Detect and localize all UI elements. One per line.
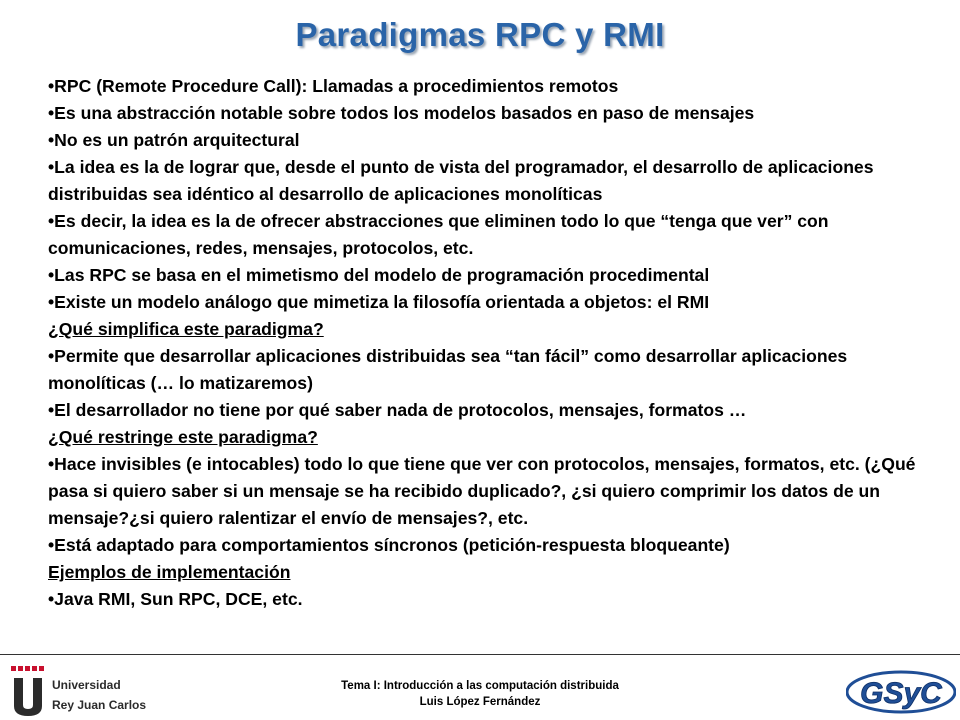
bullet-desarrollador: •El desarrollador no tiene por qué saber nada de protocolos, mensajes, formatos … [48, 400, 747, 420]
bullet-ejemplos: •Java RMI, Sun RPC, DCE, etc. [48, 589, 303, 609]
bullet-rpc-definition: •RPC (Remote Procedure Call): Llamadas a procedimientos remotos [48, 76, 619, 96]
bullet-rmi: •Existe un modelo análogo que mimetiza la filosofía orientada a objetos: el RMI [48, 292, 710, 312]
bullet-sincronos: •Está adaptado para comportamientos síncronos (petición-respuesta bloqueante) [48, 535, 730, 555]
footer [0, 678, 960, 710]
gsyc-logo-text: GSyC [860, 677, 942, 710]
heading-restringe: ¿Qué restringe este paradigma? [48, 427, 318, 447]
university-name-line2: Rey Juan Carlos [52, 698, 147, 712]
slide-title: Paradigmas RPC y RMI [295, 16, 665, 53]
gsyc-logo [846, 670, 956, 714]
heading-simplifica: ¿Qué simplifica este paradigma? [48, 319, 324, 339]
bullet-invisibles: •Hace invisibles (e intocables) todo lo que tiene que ver con protocolos, mensajes, formatos, etc. (¿Qué pasa si quiero saber si un mensaje se ha recibido duplicado?, ¿si quiero comprimir los datos de un mensaje?¿si quiero ralentizar el envío de mensajes?, etc. [48, 454, 916, 528]
bullet-not-pattern: •No es un patrón arquitectural [48, 130, 300, 150]
footer-divider [0, 654, 960, 655]
bullet-abstraction: •Es una abstracción notable sobre todos los modelos basados en paso de mensajes [48, 103, 755, 123]
bullet-facil: •Permite que desarrollar aplicaciones distribuidas sea “tan fácil” como desarrollar aplicaciones monolíticas (… lo matizaremos) [48, 346, 848, 393]
heading-ejemplos: Ejemplos de implementación [48, 562, 291, 582]
footer-author: Luis López Fernández [419, 696, 541, 708]
bullet-es-decir: •Es decir, la idea es la de ofrecer abstracciones que eliminen todo lo que “tenga que ver” con comunicaciones, redes, mensajes, protocolos, etc. [48, 211, 829, 258]
bullet-idea: •La idea es la de lograr que, desde el punto de vista del programador, el desarrollo de aplicaciones distribuidas sea idéntico al desarrollo de aplicaciones monolíticas [48, 157, 874, 204]
bullet-mimetismo: •Las RPC se basa en el mimetismo del modelo de programación procedimental [48, 265, 710, 285]
footer-topic: Tema I: Introducción a las computación distribuida [341, 680, 619, 692]
slide-content [48, 73, 918, 613]
university-name-line1: Universidad [52, 678, 121, 692]
